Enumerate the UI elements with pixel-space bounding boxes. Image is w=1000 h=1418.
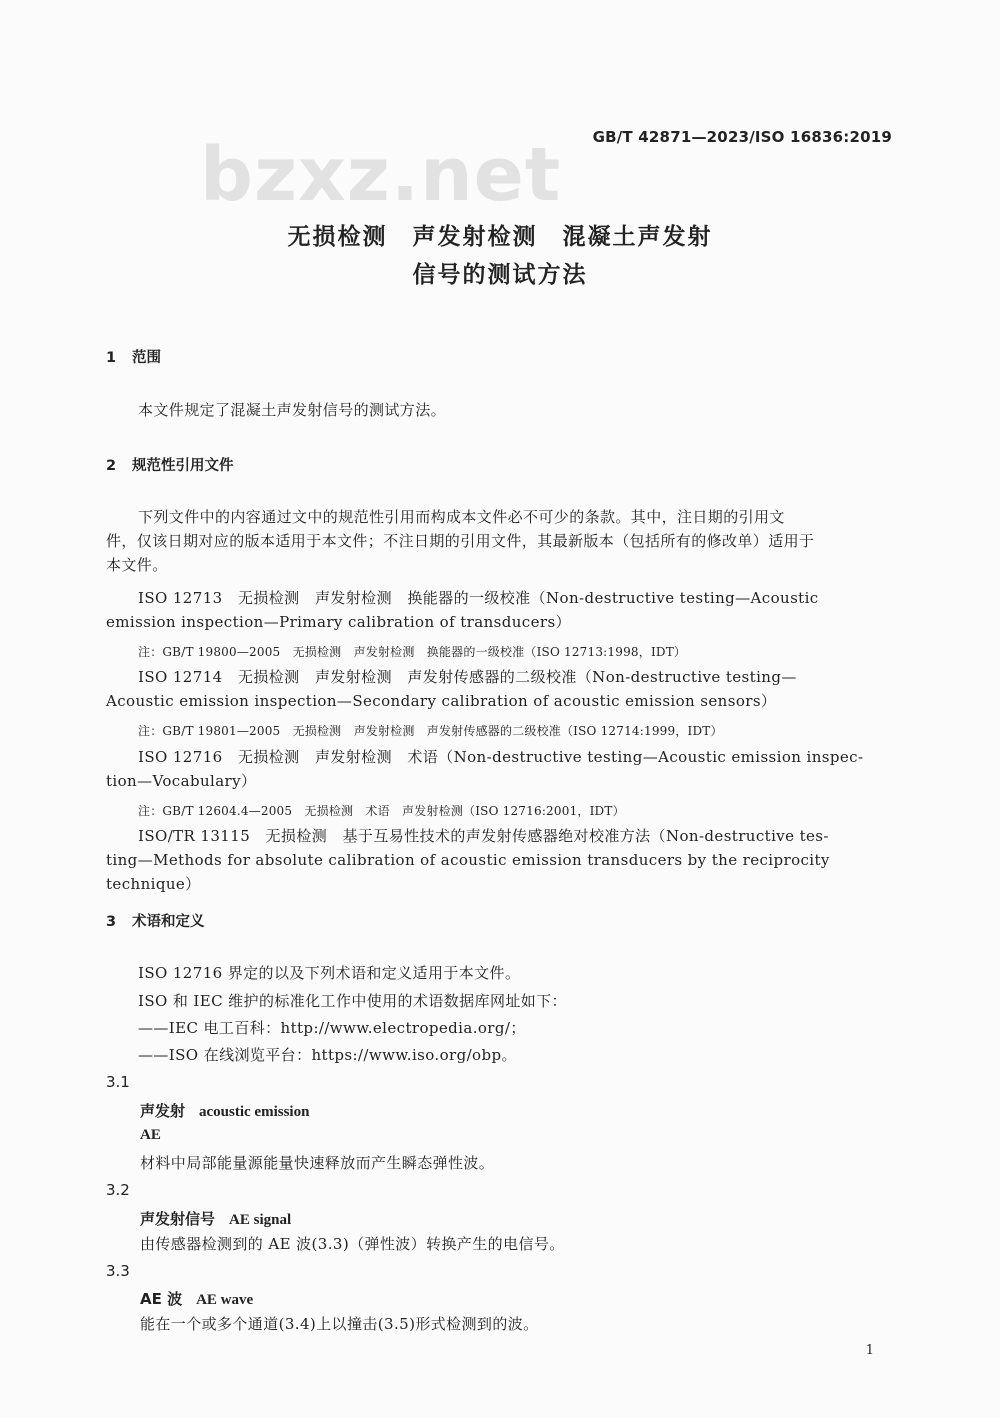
term-chinese: AE 波 — [140, 1290, 183, 1308]
section-number: 1 — [106, 350, 117, 366]
section-number: 2 — [106, 458, 117, 474]
term-definition: 能在一个或多个通道(3.4)上以撞击(3.5)形式检测到的波。 — [140, 1315, 539, 1333]
term-chinese: 声发射 — [140, 1102, 186, 1120]
document-title-line-2: 信号的测试方法 — [412, 262, 588, 288]
reference-line-1: ISO 12716 无损检测 声发射检测 术语（Non-destructive testing—Acoustic emission inspec- — [138, 748, 864, 766]
term-number: 3.1 — [106, 1073, 130, 1091]
term-number: 3.2 — [106, 1181, 130, 1199]
intro-line-3: 本文件。 — [106, 556, 168, 574]
section-3-line: ISO 和 IEC 维护的标准化工作中使用的术语数据库网址如下： — [138, 992, 567, 1010]
section-3-line: ISO 12716 界定的以及下列术语和定义适用于本文件。 — [138, 964, 521, 982]
reference-line-1: ISO/TR 13115 无损检测 基于互易性技术的声发射传感器绝对校准方法（Non-destructive tes- — [138, 827, 829, 845]
reference-note: 注：GB/T 19801—2005 无损检测 声发射检测 声发射传感器的二级校准（ISO 12714:1999，IDT） — [138, 724, 723, 738]
section-2-intro — [106, 505, 896, 577]
term-english: acoustic emission — [199, 1104, 310, 1120]
section-2-heading — [106, 454, 234, 475]
reference-item — [106, 745, 896, 793]
term-abbreviation: AE — [140, 1127, 161, 1143]
section-title: 术语和定义 — [132, 914, 205, 930]
term-title — [140, 1100, 309, 1121]
term-english: AE signal — [229, 1212, 292, 1228]
standard-code: GB/T 42871—2023/ISO 16836:2019 — [592, 128, 892, 146]
section-title: 规范性引用文件 — [132, 458, 234, 474]
term-definition: 材料中局部能量源能量快速释放而产生瞬态弹性波。 — [140, 1154, 495, 1172]
section-3-line: ——IEC 电工百科：http://www.electropedia.org/； — [138, 1019, 526, 1037]
page-number: 1 — [865, 1343, 874, 1358]
term-chinese: 声发射信号 — [140, 1210, 216, 1228]
reference-line-2: ting—Methods for absolute calibration of acoustic emission transducers by the reciprocity technique） — [106, 851, 830, 893]
term-title — [140, 1288, 253, 1309]
watermark: bzxz.net — [200, 132, 562, 218]
section-number: 3 — [106, 914, 117, 930]
section-1-heading — [106, 346, 161, 367]
term-english: AE wave — [196, 1292, 254, 1308]
term-definition: 由传感器检测到的 AE 波(3.3)（弹性波）转换产生的电信号。 — [140, 1235, 565, 1253]
section-title: 范围 — [132, 350, 161, 366]
reference-item — [106, 665, 896, 713]
reference-note: 注：GB/T 12604.4—2005 无损检测 术语 声发射检测（ISO 12716:2001，IDT） — [138, 804, 625, 818]
reference-line-2: tion—Vocabulary） — [106, 772, 257, 790]
reference-line-2: Acoustic emission inspection—Secondary calibration of acoustic emission sensors） — [106, 692, 777, 710]
reference-line-2: emission inspection—Primary calibration of transducers） — [106, 613, 571, 631]
section-1-text: 本文件规定了混凝土声发射信号的测试方法。 — [138, 401, 447, 419]
reference-line-1: ISO 12714 无损检测 声发射检测 声发射传感器的二级校准（Non-destructive testing— — [138, 668, 797, 686]
intro-line-2: 件，仅该日期对应的版本适用于本文件；不注日期的引用文件，其最新版本（包括所有的修改单）适用于 — [106, 532, 815, 550]
section-3-line: ——ISO 在线浏览平台：https://www.iso.org/obp。 — [138, 1046, 517, 1064]
reference-line-1: ISO 12713 无损检测 声发射检测 换能器的一级校准（Non-destructive testing—Acoustic — [138, 589, 819, 607]
term-title — [140, 1208, 291, 1229]
intro-line-1: 下列文件中的内容通过文中的规范性引用而构成本文件必不可少的条款。其中，注日期的引用文 — [138, 508, 785, 526]
section-3-heading — [106, 910, 205, 931]
document-title-line-1: 无损检测 声发射检测 混凝土声发射 — [287, 224, 713, 250]
reference-note: 注：GB/T 19800—2005 无损检测 声发射检测 换能器的一级校准（ISO 12713:1998，IDT） — [138, 645, 687, 659]
reference-item — [106, 824, 896, 896]
term-number: 3.3 — [106, 1262, 130, 1280]
reference-item — [106, 586, 896, 634]
